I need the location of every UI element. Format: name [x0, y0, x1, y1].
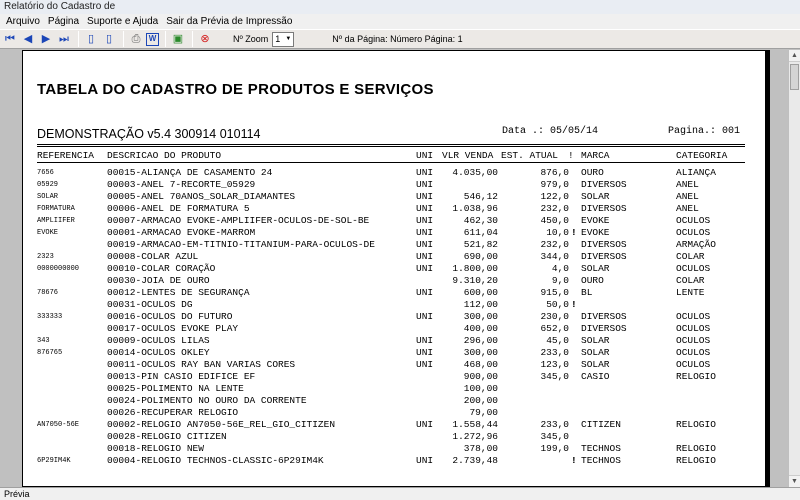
row-cat: ANEL [676, 203, 699, 214]
table-row [23, 287, 763, 299]
menu-suporte-ajuda[interactable]: Suporte e Ajuda [87, 16, 159, 27]
row-vlr: 900,00 [463, 371, 498, 382]
row-vlr: 296,00 [463, 335, 498, 346]
row-uni: UNI [416, 455, 434, 466]
table-row [23, 347, 763, 359]
row-marca: DIVERSOS [581, 311, 627, 322]
row-marca: DIVERSOS [581, 239, 627, 250]
row-ref: 0000000000 [37, 265, 80, 273]
zoom-value: 1 [275, 34, 281, 44]
row-vlr: 112,00 [463, 299, 498, 310]
row-cat: ANEL [676, 191, 699, 202]
row-marca: SOLAR [581, 359, 610, 370]
scroll-up-icon[interactable]: ▲ [789, 50, 800, 62]
row-est: 345,0 [540, 431, 569, 442]
row-vlr: 1.272,96 [452, 431, 498, 442]
row-vlr: 468,00 [463, 359, 498, 370]
row-vlr: 546,12 [463, 191, 498, 202]
row-desc: 00004-RELOGIO TECHNOS-CLASSIC-6P29IM4K [107, 455, 324, 466]
header-divider-bottom [37, 162, 745, 163]
row-desc: 00025-POLIMENTO NA LENTE [107, 383, 244, 394]
row-desc: 00007-ARMACAO EVOKE-AMPLIIFER-OCULOS-DE-SOL-BE [107, 215, 370, 226]
table-row [23, 383, 763, 395]
row-desc: 00009-OCULOS LILAS [107, 335, 210, 346]
row-cat: RELOGIO [676, 419, 716, 430]
export-icon[interactable]: ▣ [172, 32, 184, 45]
table-row [23, 407, 763, 419]
row-desc: 00002-RELOGIO AN7050-56E_REL_GIO_CITIZEN [107, 419, 336, 430]
previous-page-icon[interactable]: ◀ [23, 32, 33, 45]
row-vlr: 378,00 [463, 443, 498, 454]
row-uni: UNI [416, 203, 434, 214]
row-cat: COLAR [676, 251, 705, 262]
row-marca: SOLAR [581, 191, 610, 202]
row-ref: 6P29IM4K [37, 457, 71, 465]
row-est: 45,0 [546, 335, 569, 346]
row-vlr: 2.739,48 [452, 455, 498, 466]
row-cat: ANEL [676, 179, 699, 190]
row-desc: 00018-RELOGIO NEW [107, 443, 204, 454]
header-divider-top [37, 144, 745, 145]
row-uni: UNI [416, 287, 434, 298]
row-est: 10,0 [546, 227, 569, 238]
menu-sair-previa[interactable]: Sair da Prévia de Impressão [166, 16, 293, 27]
row-est: 123,0 [540, 359, 569, 370]
row-marca: OURO [581, 275, 604, 286]
row-desc: 00017-OCULOS EVOKE PLAY [107, 323, 239, 334]
row-ref: AMPLIIFER [37, 217, 75, 225]
row-cat: OCULOS [676, 263, 711, 274]
page-info: Nº da Página: Número Página: 1 [332, 34, 463, 44]
row-desc: 00008-COLAR AZUL [107, 251, 199, 262]
menu-arquivo[interactable]: Arquivo [6, 16, 40, 27]
row-est: 232,0 [540, 239, 569, 250]
row-uni: UNI [416, 263, 434, 274]
row-uni: UNI [416, 239, 434, 250]
row-cat: RELOGIO [676, 455, 716, 466]
col-header-desc: DESCRICAO DO PRODUTO [107, 150, 222, 161]
table-row [23, 263, 763, 275]
row-desc: 00019-ARMACAO-EM-TITNIO-TITANIUM-PARA-OCULOS-DE [107, 239, 375, 250]
row-desc: 00028-RELOGIO CITIZEN [107, 431, 227, 442]
row-cat: RELOGIO [676, 371, 716, 382]
row-marca: TECHNOS [581, 443, 621, 454]
table-row [23, 203, 763, 215]
row-desc: 00013-PIN CASIO EDIFICE EF [107, 371, 256, 382]
table-row [23, 455, 763, 467]
row-ref: 7656 [37, 169, 54, 177]
row-desc: 00001-ARMACAO EVOKE-MARROM [107, 227, 256, 238]
row-est: 50,0 [546, 299, 569, 310]
close-preview-icon[interactable]: ⊗ [200, 32, 210, 45]
row-desc: 00010-COLAR CORAÇÃO [107, 263, 216, 274]
row-desc: 00014-OCULOS OKLEY [107, 347, 210, 358]
row-uni: UNI [416, 191, 434, 202]
table-row [23, 323, 763, 335]
row-desc: 00015-ALIANÇA DE CASAMENTO 24 [107, 167, 273, 178]
report-title: TABELA DO CADASTRO DE PRODUTOS E SERVIÇOS [37, 81, 434, 98]
row-est: 122,0 [540, 191, 569, 202]
row-marca: DIVERSOS [581, 323, 627, 334]
row-vlr: 79,00 [469, 407, 498, 418]
last-page-icon[interactable]: ⏭ [59, 32, 69, 45]
toolbar [0, 29, 800, 49]
row-flag: ! [571, 227, 577, 238]
row-desc: 00030-JOIA DE OURO [107, 275, 210, 286]
row-uni: UNI [416, 167, 434, 178]
zoom-select[interactable] [272, 32, 294, 47]
row-marca: DIVERSOS [581, 251, 627, 262]
row-est: 652,0 [540, 323, 569, 334]
table-row [23, 191, 763, 203]
row-vlr: 690,00 [463, 251, 498, 262]
row-uni: UNI [416, 419, 434, 430]
table-row [23, 419, 763, 431]
col-header-est: EST. ATUAL [501, 150, 559, 161]
row-ref: 78676 [37, 289, 59, 297]
scroll-down-icon[interactable]: ▼ [789, 475, 800, 487]
window-title: Relatório do Cadastro de [0, 0, 800, 14]
row-marca: CASIO [581, 371, 610, 382]
toolbar-divider [165, 31, 166, 47]
row-marca: OURO [581, 167, 604, 178]
row-est: 876,0 [540, 167, 569, 178]
row-vlr: 100,00 [463, 383, 498, 394]
row-cat: COLAR [676, 275, 705, 286]
row-marca: CITIZEN [581, 419, 621, 430]
col-header-cat: CATEGORIA [676, 150, 728, 161]
row-est: 233,0 [540, 347, 569, 358]
table-row [23, 311, 763, 323]
row-vlr: 1.800,00 [452, 263, 498, 274]
row-est: 915,0 [540, 287, 569, 298]
row-marca: EVOKE [581, 227, 610, 238]
row-ref: EVOKE [37, 229, 59, 237]
row-marca: DIVERSOS [581, 179, 627, 190]
row-desc: 00026-RECUPERAR RELOGIO [107, 407, 239, 418]
table-row [23, 335, 763, 347]
table-row [23, 239, 763, 251]
header-divider-top-2 [37, 146, 745, 147]
row-uni: UNI [416, 227, 434, 238]
col-header-vlr: VLR VENDA [442, 150, 494, 161]
row-vlr: 9.310,20 [452, 275, 498, 286]
row-cat: OCULOS [676, 215, 711, 226]
table-row [23, 443, 763, 455]
row-vlr: 300,00 [463, 347, 498, 358]
col-header-flag: ! [568, 150, 574, 161]
scroll-thumb[interactable] [790, 64, 799, 90]
table-row [23, 227, 763, 239]
row-est: 345,0 [540, 371, 569, 382]
row-vlr: 1.558,44 [452, 419, 498, 430]
row-marca: TECHNOS [581, 455, 621, 466]
report-date: Data .: 05/05/14 [502, 126, 599, 137]
menu-pagina[interactable]: Página [47, 16, 80, 27]
row-desc: 00011-OCULOS RAY BAN VARIAS CORES [107, 359, 296, 370]
table-row [23, 395, 763, 407]
row-est: 979,0 [540, 179, 569, 190]
row-desc: 00016-OCULOS DO FUTURO [107, 311, 233, 322]
table-row [23, 275, 763, 287]
row-ref: 876765 [37, 349, 63, 357]
row-ref: 333333 [37, 313, 63, 321]
row-est: 450,0 [540, 215, 569, 226]
row-cat: OCULOS [676, 311, 711, 322]
row-est: 233,0 [540, 419, 569, 430]
table-row [23, 299, 763, 311]
table-row [23, 371, 763, 383]
row-ref: SOLAR [37, 193, 59, 201]
row-ref: 05929 [37, 181, 59, 189]
row-est: 232,0 [540, 203, 569, 214]
row-cat: OCULOS [676, 347, 711, 358]
row-est: 344,0 [540, 251, 569, 262]
row-ref: AN7050-56E [37, 421, 80, 429]
row-marca: SOLAR [581, 335, 610, 346]
row-est: 9,0 [551, 275, 569, 286]
row-cat: OCULOS [676, 323, 711, 334]
row-ref: FORMATURA [37, 205, 75, 213]
chevron-down-icon: ▼ [285, 36, 292, 42]
next-page-icon[interactable]: ▶ [41, 32, 51, 45]
row-marca: DIVERSOS [581, 203, 627, 214]
row-marca: SOLAR [581, 347, 610, 358]
row-desc: 00031-OCULOS DG [107, 299, 193, 310]
row-vlr: 400,00 [463, 323, 498, 334]
toolbar-divider [192, 31, 193, 47]
menu-bar [0, 14, 800, 29]
toolbar-divider [78, 31, 79, 47]
report-page [22, 50, 766, 487]
row-vlr: 300,00 [463, 311, 498, 322]
row-vlr: 521,82 [463, 239, 498, 250]
row-ref: 2323 [37, 253, 54, 261]
row-uni: UNI [416, 311, 434, 322]
row-marca: SOLAR [581, 263, 610, 274]
table-row [23, 215, 763, 227]
row-uni: UNI [416, 335, 434, 346]
col-header-ref: REFERENCIA [37, 150, 95, 161]
table-row [23, 431, 763, 443]
row-cat: ARMAÇÃO [676, 239, 716, 250]
row-cat: RELOGIO [676, 443, 716, 454]
row-est: 4,0 [551, 263, 569, 274]
zoom-label: Nº Zoom [233, 34, 269, 44]
row-marca: BL [581, 287, 593, 298]
row-est: 199,0 [540, 443, 569, 454]
row-flag: ! [571, 455, 577, 466]
table-row [23, 167, 763, 179]
row-cat: OCULOS [676, 227, 711, 238]
row-uni: UNI [416, 359, 434, 370]
table-row [23, 251, 763, 263]
row-uni: UNI [416, 251, 434, 262]
col-header-marca: MARCA [581, 150, 610, 161]
row-vlr: 200,00 [463, 395, 498, 406]
row-est: 230,0 [540, 311, 569, 322]
two-pages-icon[interactable]: ▯ [105, 32, 113, 45]
row-desc: 00005-ANEL 70ANOS_SOLAR_DIAMANTES [107, 191, 296, 202]
table-row [23, 359, 763, 371]
row-desc: 00012-LENTES DE SEGURANÇA [107, 287, 250, 298]
row-vlr: 462,30 [463, 215, 498, 226]
print-setup-icon[interactable]: W [146, 33, 159, 46]
printer-icon[interactable]: ⎙ [131, 32, 141, 45]
row-marca: EVOKE [581, 215, 610, 226]
vertical-scrollbar[interactable] [788, 50, 800, 487]
row-cat: OCULOS [676, 335, 711, 346]
row-ref: 343 [37, 337, 50, 345]
row-cat: LENTE [676, 287, 705, 298]
row-uni: UNI [416, 215, 434, 226]
toolbar-divider [123, 31, 124, 47]
row-cat: OCULOS [676, 359, 711, 370]
row-cat: ALIANÇA [676, 167, 716, 178]
status-bar: Prévia [0, 487, 800, 500]
report-page-number: Pagina.: 001 [668, 126, 741, 137]
first-page-icon[interactable]: ⏮ [5, 32, 15, 45]
table-row [23, 179, 763, 191]
row-vlr: 1.038,96 [452, 203, 498, 214]
report-version: DEMONSTRAÇÃO v5.4 300914 010114 [37, 127, 261, 141]
col-header-uni: UNI [416, 150, 434, 161]
single-page-icon[interactable]: ▯ [87, 32, 95, 45]
preview-viewport[interactable] [0, 50, 788, 487]
row-flag: ! [571, 299, 577, 310]
row-desc: 00024-POLIMENTO NO OURO DA CORRENTE [107, 395, 307, 406]
row-uni: UNI [416, 347, 434, 358]
row-uni: UNI [416, 179, 434, 190]
row-vlr: 4.035,00 [452, 167, 498, 178]
row-vlr: 600,00 [463, 287, 498, 298]
row-desc: 00006-ANEL DE FORMATURA 5 [107, 203, 250, 214]
row-desc: 00003-ANEL 7-RECORTE_05929 [107, 179, 256, 190]
row-vlr: 611,04 [463, 227, 498, 238]
